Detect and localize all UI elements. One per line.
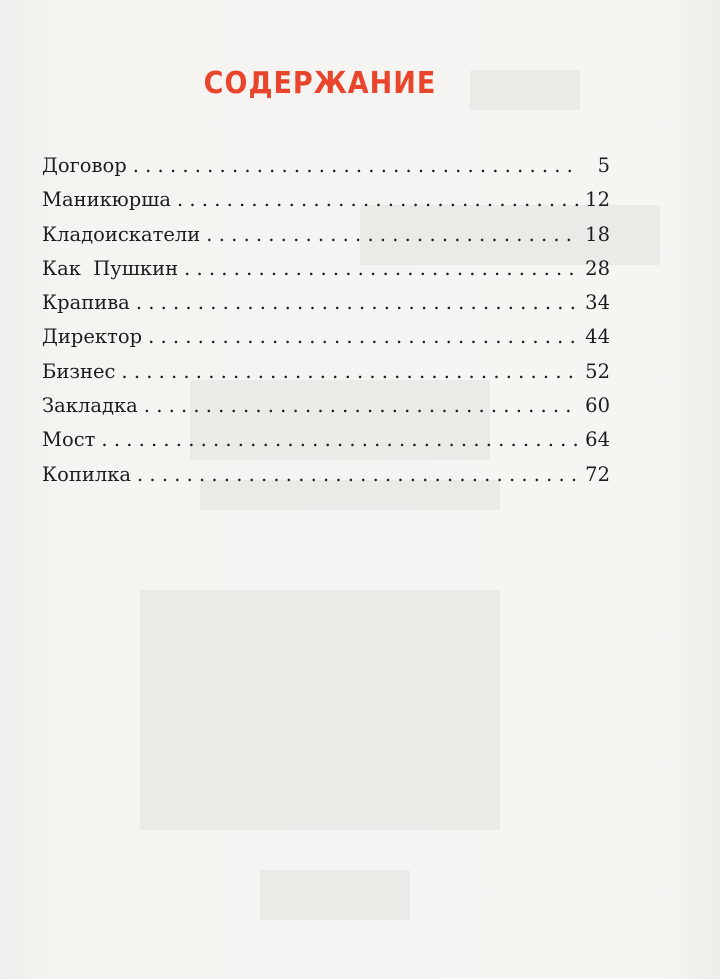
toc-entry-kladoiskateli xyxy=(42,223,610,257)
toc-entry-page: 12 xyxy=(585,188,610,212)
toc-entry-page: 64 xyxy=(585,428,610,452)
dot-leader xyxy=(136,291,578,314)
dot-leader xyxy=(101,428,578,451)
toc-entry-title: Копилка xyxy=(42,462,132,486)
dot-leader xyxy=(144,394,578,417)
dot-leader xyxy=(137,463,578,486)
toc-entry-page: 18 xyxy=(585,222,610,246)
bleed-through-text xyxy=(260,870,410,920)
toc-entry-title: Директор xyxy=(42,325,143,349)
toc-entry-page: 5 xyxy=(597,154,610,177)
toc-entry-title: Закладка xyxy=(42,394,138,418)
toc-entry-krapiva xyxy=(42,291,610,325)
dot-leader xyxy=(184,257,578,280)
toc-entry-page: 28 xyxy=(585,256,610,280)
dot-leader xyxy=(177,188,578,211)
toc-entry-title: Как Пушкин xyxy=(42,256,179,280)
toc-entry-biznes xyxy=(42,360,610,394)
toc-entry-direktor xyxy=(42,325,610,359)
toc-entry-most xyxy=(42,428,610,462)
dot-leader xyxy=(206,223,578,246)
dot-leader xyxy=(133,154,578,177)
toc-entry-dogovor xyxy=(42,154,610,188)
dot-leader xyxy=(121,360,578,383)
table-of-contents xyxy=(42,154,610,497)
toc-entry-kopilka xyxy=(42,463,610,497)
toc-entry-title: Крапива xyxy=(42,291,130,315)
toc-entry-page: 72 xyxy=(585,462,610,486)
toc-entry-page: 44 xyxy=(585,325,610,349)
page-title: СОДЕРЖАНИЕ xyxy=(203,66,437,101)
toc-entry-page: 52 xyxy=(585,359,610,383)
toc-entry-title: Договор xyxy=(42,154,127,177)
toc-entry-title: Бизнес xyxy=(42,359,116,383)
toc-entry-title: Маникюрша xyxy=(42,188,171,212)
toc-entry-page: 60 xyxy=(585,394,610,418)
toc-entry-manikyursha xyxy=(42,188,610,222)
bleed-through-text xyxy=(140,590,500,830)
toc-entry-zakladka xyxy=(42,394,610,428)
dot-leader xyxy=(148,325,578,348)
toc-entry-page: 34 xyxy=(585,291,610,315)
toc-entry-title: Кладоискатели xyxy=(42,222,201,246)
toc-entry-title: Мост xyxy=(42,428,96,452)
toc-entry-kak-pushkin xyxy=(42,257,610,291)
